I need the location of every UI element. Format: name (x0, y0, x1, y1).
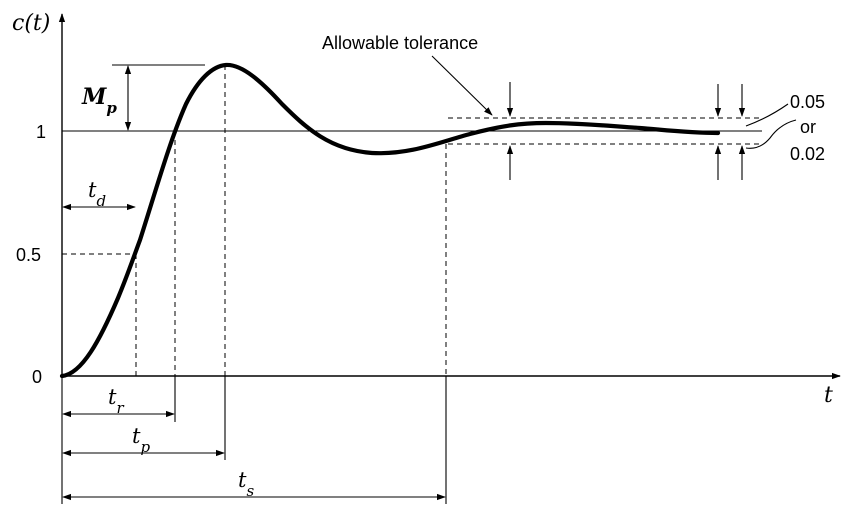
td-label: $t_d$ (88, 178, 107, 210)
tolerance-or-label: or (800, 117, 817, 137)
allowable-tolerance-label: Allowable tolerance (322, 33, 479, 53)
tp-label: $t_p$ (132, 424, 151, 456)
x-axis-label: t (824, 383, 833, 408)
y-axis-label: c(t) (12, 11, 51, 36)
ts-label: $t_s$ (238, 468, 255, 500)
leader-005 (746, 104, 788, 126)
tolerance-002-label: 0.02 (790, 144, 826, 164)
y-tick-0: 0 (32, 367, 43, 387)
y-tick-0.5: 0.5 (16, 245, 42, 265)
tr-label: $t_r$ (108, 385, 124, 417)
step-response-curve (62, 65, 718, 376)
mp-label: $M_p$ (82, 84, 117, 117)
y-tick-1: 1 (36, 122, 47, 142)
leader-002 (746, 120, 796, 148)
tolerance-005-label: 0.05 (790, 92, 826, 112)
tolerance-leader (432, 56, 492, 115)
